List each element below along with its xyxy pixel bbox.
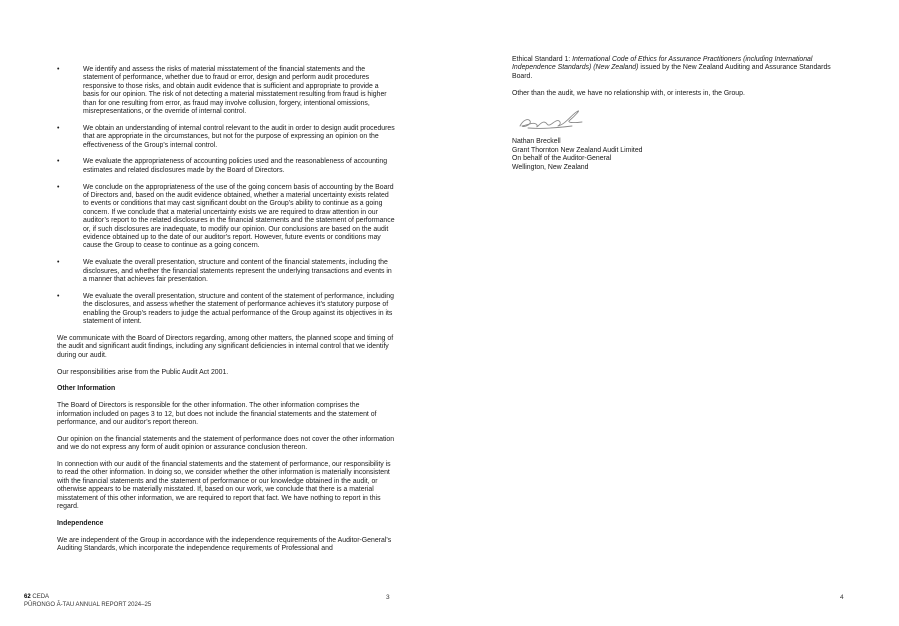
relationship-paragraph: Other than the audit, we have no relationship with, or interests in, the Group. xyxy=(512,89,745,97)
signatory-behalf: On behalf of the Auditor-General xyxy=(512,155,612,163)
signatory-location: Wellington, New Zealand xyxy=(512,163,589,171)
page-number-left: 3 xyxy=(386,594,390,601)
footer-report-title: PŪRONGO Ā-TAU ANNUAL REPORT 2024–25 xyxy=(24,601,152,608)
list-item: • We identify and assess the risks of material misstatement of the financial statements and the statement of performance, whether due to fraud or error, design and perform audit procedures responsive to those risks, and obtain audit evidence that is sufficient and appropriate to provide a basis for our opinion. The risk of not detecting a material misstatement resulting from fraud is higher than for one resulting from error, as fraud may involve collusion, forgery, intentional omissions, misrepresentations, or the override of internal control. xyxy=(57,66,395,116)
page-number-right: 4 xyxy=(840,594,844,601)
audit-procedures-list xyxy=(57,66,395,327)
footer-org: CEDA xyxy=(30,594,50,600)
signatory-firm: Grant Thornton New Zealand Audit Limited xyxy=(512,146,643,154)
communication-paragraph: We communicate with the Board of Directors regarding, among other matters, the planned scope and timing of the audit and significant audit findings, including any significant deficiencies in internal control that we identify during our audit. xyxy=(57,334,394,359)
independence-paragraph: We are independent of the Group in accordance with the independence requirements of the Auditor-General’s Auditing Standards, which incorporate the independence requirements of Professional and xyxy=(57,536,392,552)
responsibilities-paragraph: Our responsibilities arise from the Public Audit Act 2001. xyxy=(57,368,229,376)
footer-page-number: 62 xyxy=(24,594,31,600)
other-information-paragraph-2: Our opinion on the financial statements and the statement of performance does not cover the other information and we do not express any form of audit opinion or assurance conclusion thereon. xyxy=(57,435,395,452)
list-item: • We obtain an understanding of internal control relevant to the audit in order to design audit procedures that are appropriate in the circumstances, but not for the purpose of expressing an opinion on the effectiveness of the Group’s internal control. xyxy=(57,125,395,150)
other-information-paragraph-3: In connection with our audit of the financial statements and the statement of performance, our responsibility is to read the other information. In doing so, we consider whether the other information is materially inconsistent with the financial statements and the statement of performance or our knowledge obtained in the audit, or otherwise appears to be materially misstated. If, based on our work, we conclude that there is a material misstatement of this other information, we are required to report that fact. We have nothing to report in this regard. xyxy=(57,460,391,510)
ethical-standard-prefix: Ethical Standard 1: xyxy=(512,56,573,63)
signatory-name: Nathan Breckell xyxy=(512,138,561,146)
independence-heading: Independence xyxy=(57,519,104,527)
other-information-heading: Other Information xyxy=(57,385,116,393)
list-item: • We conclude on the appropriateness of the use of the going concern basis of accounting by the Board of Directors and, based on the audit evidence obtained, whether a material uncertainty exists related to events or conditions that may cast significant doubt on the Group’s ability to continue as a going concern. If we conclude that a material uncertainty exists we are required to draw attention in our auditor’s report to the related disclosures in the financial statements and the statement of performance or, if such disclosures are inadequate, to modify our opinion. Our conclusions are based on the audit evidence obtained up to the date of our auditor’s report. However, future events or conditions may cause the Group to cease to continue as a going concern. xyxy=(57,184,395,251)
other-information-paragraph-1: The Board of Directors is responsible for the other information. The other information comprises the information included on pages 3 to 12, but does not include the financial statements and the statement of performance, and our auditor’s report thereon. xyxy=(57,402,377,426)
list-item: • We evaluate the appropriateness of accounting policies used and the reasonableness of accounting estimates and related disclosures made by the Board of Directors. xyxy=(57,158,395,175)
signature-image xyxy=(514,106,594,134)
ethical-standard-title: International Code of Ethics for Assurance Practitioners (including International Independence Standards) (New Zealand) xyxy=(512,56,813,72)
ethical-standard-paragraph xyxy=(512,56,834,81)
report-footer xyxy=(24,594,151,609)
left-column xyxy=(57,66,395,562)
ethical-standard-suffix: issued by the New Zealand Auditing and Assurance Standards Board. xyxy=(512,64,831,80)
list-item: • We evaluate the overall presentation, structure and content of the statement of performance, including the disclosures, and assess whether the statement of performance achieves it’s statutory purpose of enabling the Group’s readers to judge the actual performance of the Group against its objectives in its statement of intent. xyxy=(57,293,395,327)
list-item: • We evaluate the overall presentation, structure and content of the financial statements, including the disclosures, and whether the financial statements represent the underlying transactions and events in a manner that achieves fair presentation. xyxy=(57,259,395,284)
right-column xyxy=(512,56,834,172)
signatory-block xyxy=(512,138,834,172)
